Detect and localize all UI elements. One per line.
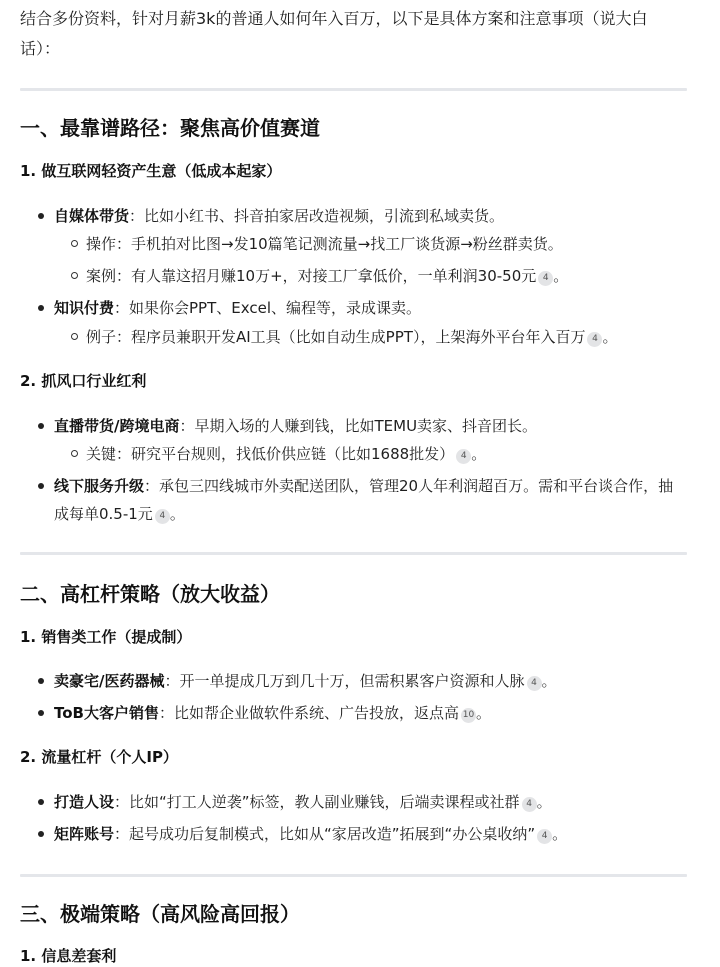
subsection-heading: 1. 销售类工作（提成制） [20,628,192,646]
list-item-tail: 。 [476,704,492,722]
sub-list-item-text: 关键：研究平台规则，找低价供应链（比如1688批发） [86,445,455,463]
divider [20,552,687,555]
list-item-text: ：比如小红书、抖音拍家居改造视频，引流到私域卖货。 [129,207,505,225]
sub-list-item [86,262,686,290]
sub-list-item-text: 例子：程序员兼职开发AI工具（比如自动生成PPT），上架海外平台年入百万 [86,328,586,346]
list-item [54,788,684,816]
sub-list-item-tail: 。 [602,328,618,346]
list-item-keyword: 自媒体带货 [54,207,130,225]
list-item-keyword: 线下服务升级 [54,477,145,495]
citation-badge[interactable]: 10 [461,708,476,723]
list-item-tail: 。 [169,505,185,523]
sub-list-item [86,230,686,258]
sub-list-item [86,440,686,468]
sub-list-item-text: 操作：手机拍对比图→发10篇笔记测流量→找工厂谈货源→粉丝群卖货。 [86,235,563,253]
list-item-text: ：比如“打工人逆袭”标签，教人副业赚钱，后端卖课程或社群 [114,793,520,811]
citation-badge[interactable]: 4 [537,829,552,844]
list-item-keyword: 打造人设 [54,793,115,811]
list-item-keyword: ToB大客户销售 [54,704,159,722]
list-item [54,472,684,528]
subsection-heading: 2. 抓风口行业红利 [20,372,147,390]
citation-badge[interactable]: 4 [456,449,471,464]
citation-badge[interactable]: 4 [527,676,542,691]
sub-list-item-tail: 。 [471,445,487,463]
list-item-keyword: 知识付费 [54,299,115,317]
citation-badge[interactable]: 4 [155,509,170,524]
citation-badge[interactable]: 4 [522,797,537,812]
subsection-heading: 1. 做互联网轻资产生意（低成本起家） [20,162,282,180]
list-item-keyword: 矩阵账号 [54,825,115,843]
sub-list-item-text: 案例：有人靠这招月赚10万+，对接工厂拿低价，一单利润30-50元 [86,267,537,285]
subsection-heading: 2. 流量杠杆（个人IP） [20,748,178,766]
sub-list-item [86,323,686,351]
list-item-text: ：起号成功后复制模式，比如从“家居改造”拓展到“办公桌收纳” [114,825,536,843]
list-item-tail: 。 [552,825,568,843]
citation-badge[interactable]: 4 [587,332,602,347]
list-item-text: ：承包三四线城市外卖配送团队，管理20人年利润超百万。需和平台谈合作，抽成每单0.5-1元 [54,477,674,523]
divider [20,88,687,91]
list-item [54,202,684,230]
list-item [54,667,684,695]
list-item [54,699,684,727]
divider [20,874,687,877]
list-item [54,820,684,848]
section-heading: 二、高杠杆策略（放大收益） [20,582,280,606]
subsection-heading: 1. 信息差套利 [20,947,117,965]
list-item [54,294,684,322]
list-item-keyword: 卖豪宅/医药器械 [54,672,165,690]
list-item-text: ：早期入场的人赚到钱，比如TEMU卖家、抖音团长。 [179,417,538,435]
citation-badge[interactable]: 4 [538,271,553,286]
section-heading: 一、最靠谱路径：聚焦高价值赛道 [20,116,320,140]
list-item-text: ：比如帮企业做软件系统、广告投放，返点高 [158,704,459,722]
intro-paragraph: 结合多份资料，针对月薪3k的普通人如何年入百万，以下是具体方案和注意事项（说大白话）： [20,9,648,58]
list-item-keyword: 直播带货/跨境电商 [54,417,180,435]
section-heading: 三、极端策略（高风险高回报） [20,902,300,926]
list-item-tail: 。 [541,672,557,690]
list-item-text: ：如果你会PPT、Excel、编程等，录成课卖。 [114,299,422,317]
list-item-tail: 。 [536,793,552,811]
list-item [54,412,684,440]
list-item-text: ：开一单提成几万到几十万，但需积累客户资源和人脉 [164,672,525,690]
sub-list-item-tail: 。 [553,267,569,285]
